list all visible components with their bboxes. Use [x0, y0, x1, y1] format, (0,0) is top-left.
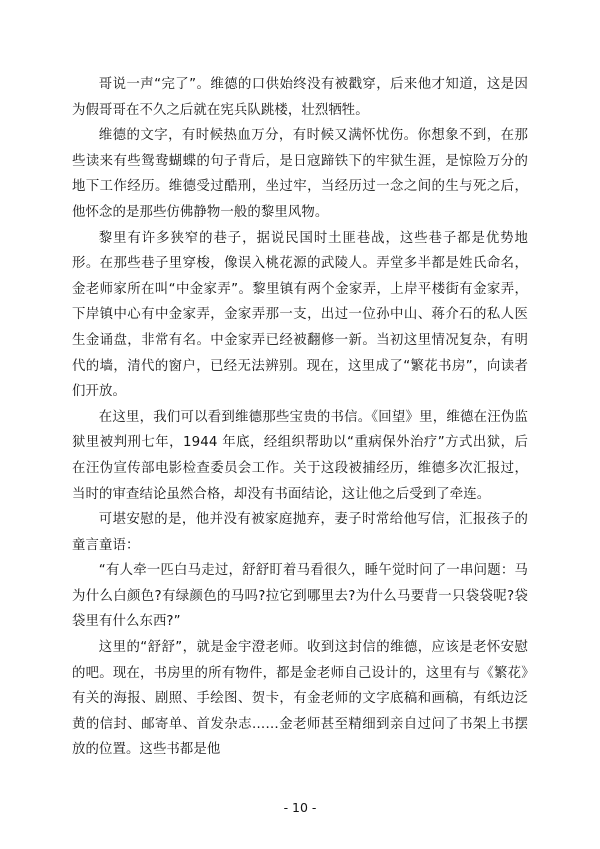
paragraph: “有人牵一匹白马走过，舒舒盯着马看很久，睡午觉时问了一串问题：马为什么白颜色?有绿颜色的马吗?拉它到哪里去?为什么马要背一只袋袋呢?袋袋里有什么东西?” — [72, 563, 528, 630]
page-content — [72, 72, 528, 762]
paragraph: 黎里有许多狭窄的巷子，据说民国时土匪巷战，这些巷子都是优势地形。在那些巷子里穿梭，像误入桃花源的武陵人。弄堂多半都是姓氏命名，金老师家所在叫“中金家弄”。黎里镇有两个金家弄，上岸平楼街有金家弄，下岸镇中心有中金家弄，金家弄那一支，出过一位孙中山、蒋介石的私人医生金诵盘，非常有名。中金家弄已经被翻修一新。当初这里情况复杂，有明代的墙，清代的窗户，已经无法辨别。现在，这里成了“繁花书房”，向读者们开放。 — [72, 230, 528, 400]
paragraph: 维德的文字，有时候热血万分，有时候又满怀忧伤。你想象不到，在那些读来有些鸳鸯蝴蝶的句子背后，是日寇蹄铁下的牢狱生涯，是惊险万分的地下工作经历。维德受过酷刑，坐过牢，当经历过一念之间的生与死之后，他怀念的是那些仿佛静物一般的黎里风物。 — [72, 128, 528, 220]
paragraph: 这里的“舒舒”，就是金宇澄老师。收到这封信的维德，应该是老怀安慰的吧。现在，书房里的所有物件，都是金老师自己设计的，这里有与《繁花》有关的海报、剧照、手绘图、贺卡，有金老师的文字底稿和画稿，有纸边泛黄的信封、邮寄单、首发杂志……金老师甚至精细到亲自过问了书架上书摆放的位置。这些书都是他 — [72, 640, 528, 758]
paragraph: 在这里，我们可以看到维德那些宝贵的书信。《回望》里，维德在汪伪监狱里被判刑七年，1944 年底，经组织帮助以“重病保外治疗”方式出狱，后在汪伪宣传部电影检查委员会工作。关于这段被捕经历，维德多次汇报过，当时的审查结论虽然合格，却没有书面结论，这让他之后受到了牵连。 — [72, 409, 528, 502]
paragraph: 可堪安慰的是，他并没有被家庭抛弃，妻子时常给他写信，汇报孩子的童言童语： — [72, 512, 528, 553]
paragraph: 哥说一声“完了”。维德的口供始终没有被戳穿，后来他才知道，这是因为假哥哥在不久之后就在宪兵队跳楼，壮烈牺牲。 — [72, 77, 528, 118]
page-number: - 10 - — [283, 800, 317, 815]
